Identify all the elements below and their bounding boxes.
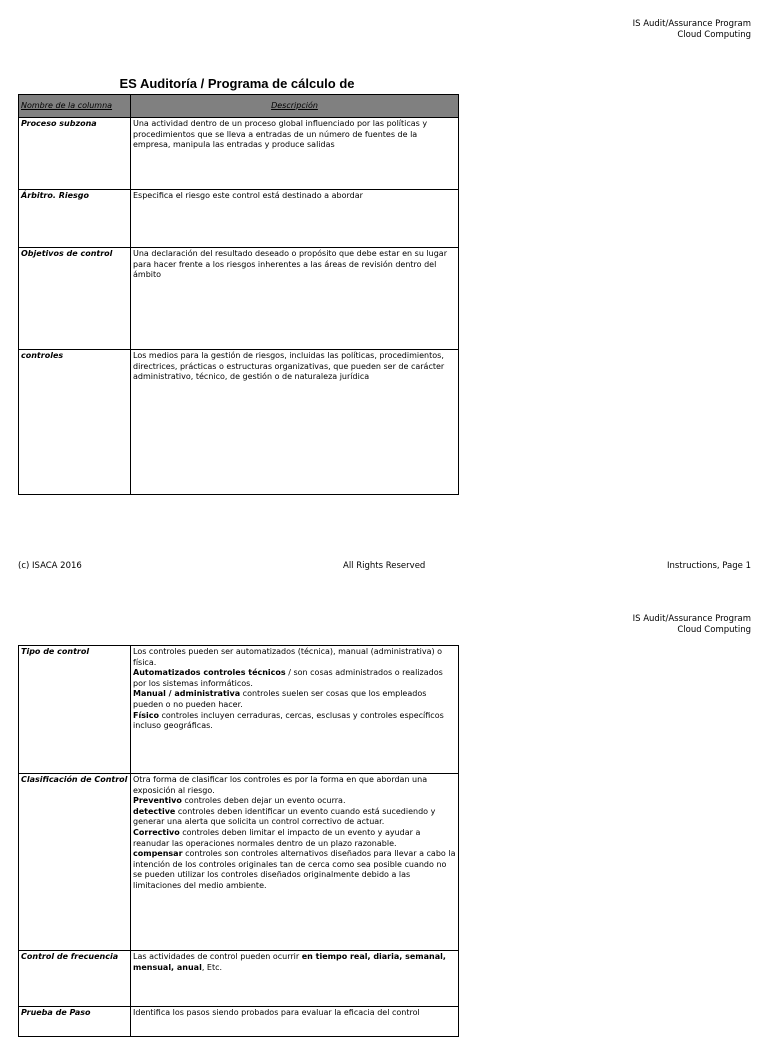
row-description: Identifica los pasos siendo probados para evaluar la eficacia del control	[131, 1007, 459, 1037]
column-header-name: Nombre de la columna	[19, 95, 131, 118]
row-name: Árbitro. Riesgo	[19, 190, 131, 248]
row-description: Otra forma de clasificar los controles es por la forma en que abordan una exposición al riesgo. Preventivo controles deben dejar un evento ocurra. detective controles deben identificar un evento cuando está sucediendo y generar una alerta que solicita un control correctivo de actuar. Correctivo controles deben limitar el impacto de un evento y ayudar a reanudar las operaciones normales dentro de un plazo razonable. compensar controles son controles alternativos diseñados para llevar a cabo la intención de los controles originales tan de cerca como sea posible cuando no se pueden utilizar los controles diseñados originalmente debido a las limitaciones del medio ambiente.	[131, 774, 459, 951]
row-name: Clasificación de Control	[19, 774, 131, 951]
table-row	[19, 951, 459, 1007]
header-line2: Cloud Computing	[677, 30, 751, 40]
instructions-table-page2	[18, 645, 459, 1037]
instructions-table-page1	[18, 94, 459, 495]
table-row	[19, 118, 459, 190]
footer-page-number: Instructions, Page 1	[666, 561, 751, 571]
footer-rights: All Rights Reserved	[343, 561, 426, 571]
row-description: Una declaración del resultado deseado o propósito que debe estar en su lugar para hacer frente a los riesgos inherentes a las áreas de revisión dentro del ámbito	[131, 248, 459, 350]
table-row	[19, 646, 459, 774]
table-row	[19, 774, 459, 951]
table-row	[19, 190, 459, 248]
row-description: Los medios para la gestión de riesgos, incluidas las políticas, procedimientos, directrices, prácticas o estructuras organizativas, que pueden ser de carácter administrativo, técnico, de gestión o de naturaleza jurídica	[131, 350, 459, 495]
page-header	[633, 19, 751, 41]
row-name: controles	[19, 350, 131, 495]
row-description: Especifica el riesgo este control está destinado a abordar	[131, 190, 459, 248]
row-name: Objetivos de control	[19, 248, 131, 350]
header-line1: IS Audit/Assurance Program	[632, 614, 751, 624]
header-line1: IS Audit/Assurance Program	[632, 19, 751, 29]
header-line2: Cloud Computing	[677, 625, 751, 635]
row-description: Las actividades de control pueden ocurrir en tiempo real, diaria, semanal, mensual, anual, Etc.	[131, 951, 459, 1007]
table-row	[19, 248, 459, 350]
table-row	[19, 1007, 459, 1037]
row-name: Tipo de control	[19, 646, 131, 774]
row-name: Prueba de Paso	[19, 1007, 131, 1037]
page-header-2	[633, 614, 751, 636]
row-name: Proceso subzona	[19, 118, 131, 190]
row-description: Los controles pueden ser automatizados (técnica), manual (administrativa) o física. Automatizados controles técnicos / son cosas administrados o realizados por los sistemas informáticos. Manual / administrativa controles suelen ser cosas que los empleados pueden o no pueden hacer. Físico controles incluyen cerraduras, cercas, esclusas y controles específicos incluso geográficas.	[131, 646, 459, 774]
table-row	[19, 350, 459, 495]
footer-copyright: (c) ISACA 2016	[18, 561, 82, 571]
row-description: Una actividad dentro de un proceso global influenciado por las políticas y procedimientos que se lleva a entradas de un número de fuentes de la empresa, manipula las entradas y produce salidas	[131, 118, 459, 190]
row-name: Control de frecuencia	[19, 951, 131, 1007]
column-header-description: Descripción	[131, 95, 459, 118]
document-title: ES Auditoría / Programa de cálculo de	[119, 76, 355, 91]
